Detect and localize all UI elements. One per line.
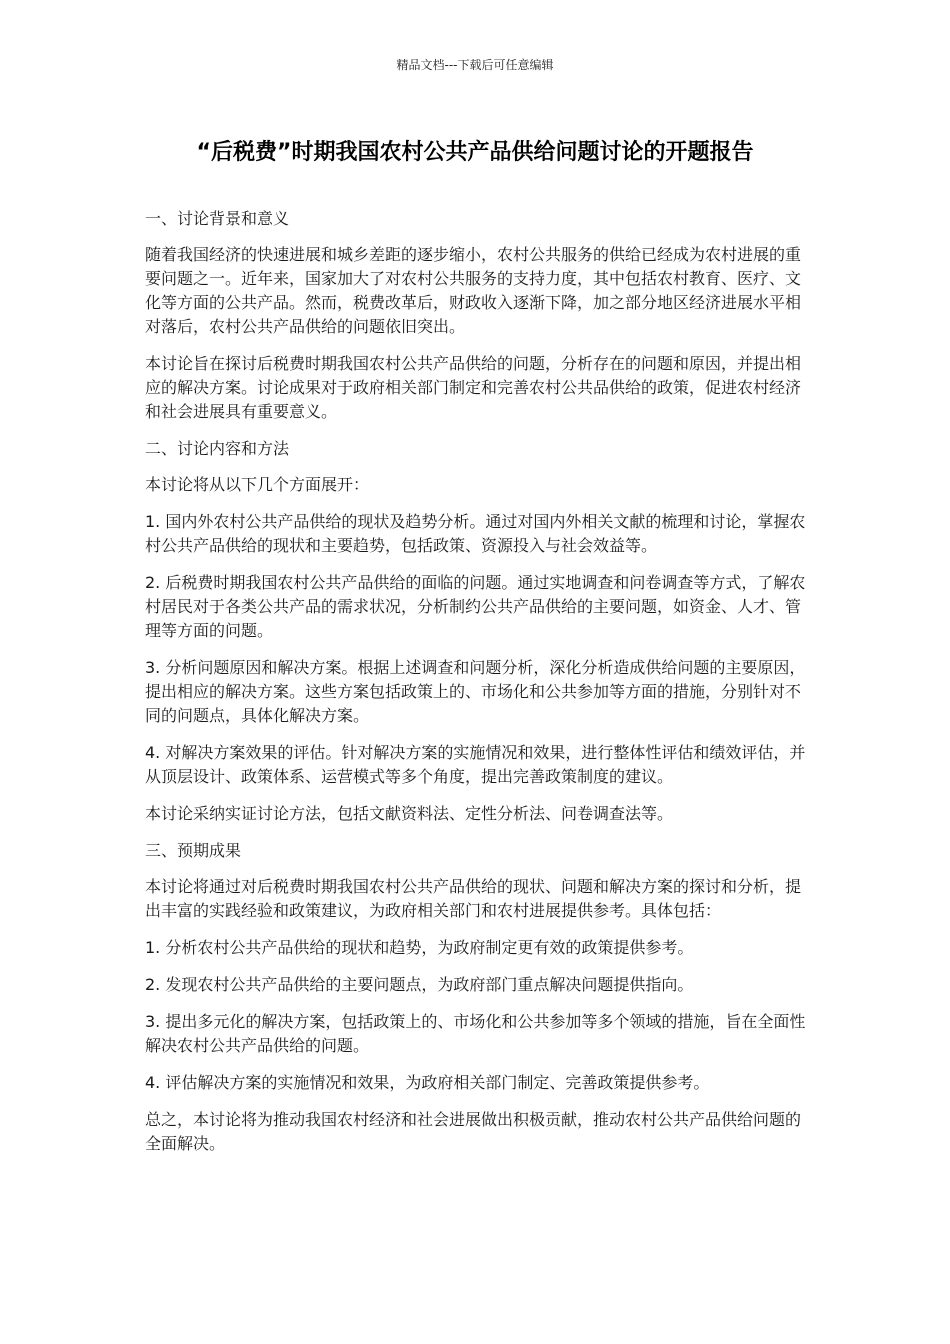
- header-note: 精品文档---下载后可任意编辑: [396, 58, 554, 72]
- list-item: 1. 国内外农村公共产品供给的现状及趋势分析。通过对国内外相关文献的梳理和讨论，掌握农村公共产品供给的现状和主要趋势，包括政策、资源投入与社会效益等。: [145, 512, 806, 555]
- paragraph: 本讨论采纳实证讨论方法，包括文献资料法、定性分析法、问卷调查法等。: [145, 804, 674, 823]
- paragraph: 随着我国经济的快速进展和城乡差距的逐步缩小，农村公共服务的供给已经成为农村进展的重要问题之一。近年来，国家加大了对农村公共服务的支持力度，其中包括农村教育、医疗、文化等方面的公共产品。然而，税费改革后，财政收入逐渐下降，加之部分地区经济进展水平相对落后，农村公共产品供给的问题依旧突出。: [145, 245, 802, 336]
- list-item: 4. 对解决方案效果的评估。针对解决方案的实施情况和效果，进行整体性评估和绩效评估，并从顶层设计、政策体系、运营模式等多个角度，提出完善政策制度的建议。: [145, 743, 806, 786]
- list-item: 2. 发现农村公共产品供给的主要问题点，为政府部门重点解决问题提供指向。: [145, 975, 694, 994]
- list-item: 2. 后税费时期我国农村公共产品供给的面临的问题。通过实地调查和问卷调查等方式，了解农村居民对于各类公共产品的需求状况，分析制约公共产品供给的主要问题，如资金、人才、管理等方面的问题。: [145, 573, 806, 640]
- list-item: 3. 分析问题原因和解决方案。根据上述调查和问题分析，深化分析造成供给问题的主要原因，提出相应的解决方案。这些方案包括政策上的、市场化和公共参加等方面的措施，分别针对不同的问题点，具体化解决方案。: [145, 658, 806, 725]
- document-body: [145, 207, 810, 1169]
- paragraph: 本讨论旨在探讨后税费时期我国农村公共产品供给的问题，分析存在的问题和原因，并提出相应的解决方案。讨论成果对于政府相关部门制定和完善农村公共品供给的政策，促进农村经济和社会进展具有重要意义。: [145, 354, 802, 421]
- section-heading-background: 一、讨论背景和意义: [145, 209, 290, 228]
- paragraph: 本讨论将从以下几个方面展开：: [145, 475, 370, 494]
- list-item: 3. 提出多元化的解决方案，包括政策上的、市场化和公共参加等多个领域的措施，旨在全面性解决农村公共产品供给的问题。: [145, 1012, 806, 1055]
- list-item: 4. 评估解决方案的实施情况和效果，为政府相关部门制定、完善政策提供参考。: [145, 1073, 710, 1092]
- section-heading-expected-results: 三、预期成果: [145, 841, 242, 860]
- document-title: “后税费”时期我国农村公共产品供给问题讨论的开题报告: [196, 140, 754, 165]
- paragraph: 总之，本讨论将为推动我国农村经济和社会进展做出积极贡献，推动农村公共产品供给问题的全面解决。: [145, 1110, 802, 1153]
- list-item: 1. 分析农村公共产品供给的现状和趋势，为政府制定更有效的政策提供参考。: [145, 938, 694, 957]
- paragraph: 本讨论将通过对后税费时期我国农村公共产品供给的现状、问题和解决方案的探讨和分析，提出丰富的实践经验和政策建议，为政府相关部门和农村进展提供参考。具体包括：: [145, 877, 802, 920]
- section-heading-content-method: 二、讨论内容和方法: [145, 439, 290, 458]
